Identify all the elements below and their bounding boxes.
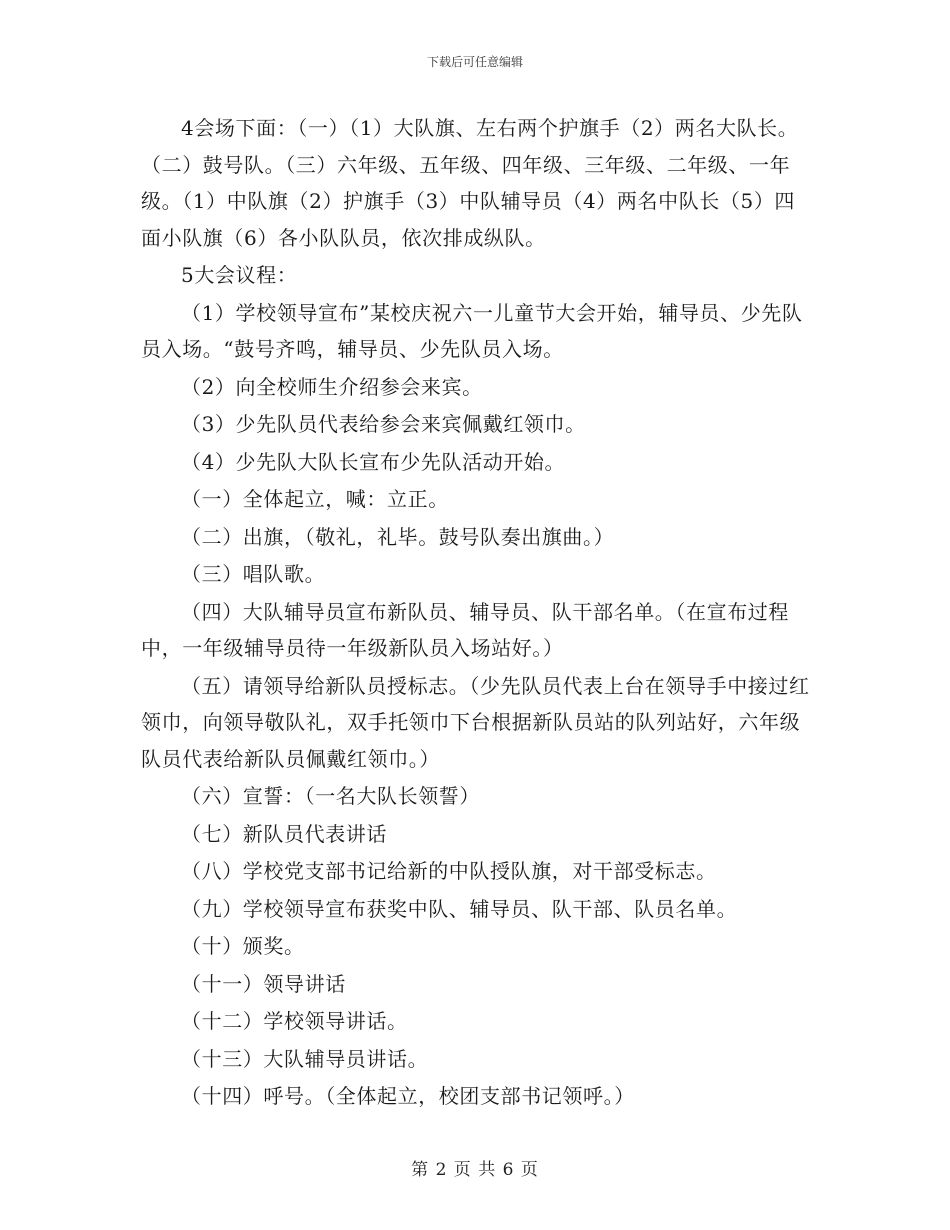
paragraph-agenda-item: （五）请领导给新队员授标志。（少先队员代表上台在领导手中接过红领巾，向领导敬队礼，双手托领巾下台根据新队员站的队列站好，六年级队员代表给新队员佩戴红领巾。） (141, 673, 810, 771)
paragraph-agenda-item: （三）唱队歌。 (181, 562, 326, 586)
paragraph-agenda-item: （七）新队员代表讲话 (181, 821, 387, 846)
paragraph-agenda-heading: 5大会议程： (181, 263, 298, 287)
paragraph-agenda-item: （十）颁奖。 (181, 934, 305, 958)
paragraph-agenda-item: （九）学校领导宣布获奖中队、辅导员、队干部、队员名单。 (181, 896, 738, 921)
paragraph-agenda-item: （十二）学校领导讲话。 (181, 1009, 408, 1033)
page-header-note: 下载后可任意编辑 (426, 55, 523, 69)
paragraph-agenda-item: （2）向全校师生介绍参会来宾。 (181, 374, 483, 399)
paragraph-agenda-item: （二）出旗，（敬礼，礼毕。鼓号队奏出旗曲。） (181, 524, 615, 549)
paragraph-agenda-item: （六）宣誓：（一名大队长领誓） (181, 784, 480, 808)
paragraph-agenda-item: （四）大队辅导员宣布新队员、辅导员、队干部名单。（在宣布过程中，一年级辅导员待一年级新队员入场站好。） (141, 599, 789, 660)
paragraph-agenda-item: （1）学校领导宣布”某校庆祝六一儿童节大会开始，辅导员、少先队员入场。“鼓号齐鸣，辅导员、少先队员入场。 (141, 300, 803, 361)
paragraph-agenda-item: （3）少先队员代表给参会来宾佩戴红领巾。 (181, 412, 586, 436)
paragraph-agenda-item: （十一）领导讲话 (181, 971, 346, 996)
document-body (141, 110, 813, 1116)
page-number: 第 2 页 共 6 页 (411, 1160, 539, 1180)
paragraph-agenda-item: （4）少先队大队长宣布少先队活动开始。 (181, 449, 566, 474)
paragraph-agenda-item: （十三）大队辅导员讲话。 (181, 1046, 429, 1071)
paragraph-agenda-item: （十四）呼号。（全体起立，校团支部书记领呼。） (181, 1084, 635, 1108)
paragraph-agenda-item: （八）学校党支部书记给新的中队授队旗，对干部受标志。 (181, 859, 717, 883)
paragraph-venue-layout: 4会场下面：（一）（1）大队旗、左右两个护旗手（2）两名大队长。（二）鼓号队。（三）六年级、五年级、四年级、三年级、二年级、一年级。（1）中队旗（2）护旗手（3）中队辅导员（4）两名中队长（5）四面小队旗（6）各小队队员，依次排成纵队。 (141, 116, 799, 250)
paragraph-agenda-item: （一）全体起立，喊：立正。 (181, 487, 449, 511)
